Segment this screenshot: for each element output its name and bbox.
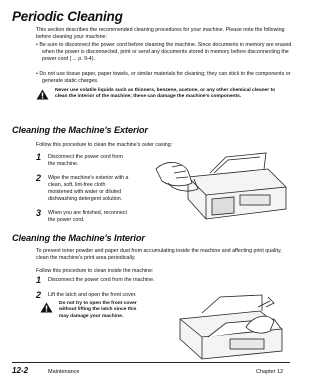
- page-title: Periodic Cleaning: [12, 9, 123, 24]
- step-number: 2: [36, 173, 42, 183]
- step-text: Wipe the machine's exterior with a clean, soft, lint-free cloth moistened with water or diluted dishwashing detergent solution.: [48, 175, 129, 203]
- step-text: Disconnect the power cord from the machine.: [48, 277, 155, 283]
- exterior-step-3: [36, 209, 130, 224]
- warning-icon: [36, 89, 49, 100]
- interior-intro: To prevent toner powder and paper dust from accumulating inside the machine and affecting print quality, clean the machine's print area periodically.: [36, 248, 282, 262]
- exterior-step-1: [36, 153, 126, 168]
- warning-text: Do not try to open the front cover without lifting the latch since this may damage your machine.: [59, 301, 137, 319]
- section-heading-exterior: Cleaning the Machine's Exterior: [12, 125, 148, 135]
- warning-text: Never use volatile liquids such as thinners, benzene, acetone, or any other chemical cleaner to clean the interior of the machine; these can damage the machine's components.: [55, 88, 276, 100]
- exterior-step-2: [36, 174, 130, 203]
- warning-volatile-liquids: [36, 88, 288, 101]
- footer-chapter: Chapter 12: [256, 369, 284, 375]
- intro-paragraph: This section describes the recommended cleaning procedures for your machine. Please note the following before cleaning your machine:: [36, 27, 285, 41]
- front-cover-illustration: [150, 293, 290, 361]
- printer-exterior-illustration: [148, 147, 290, 225]
- bullet-power-cord: • Be sure to disconnect the power cord before cleaning the machine. Since documents in memory are erased when the power is disconnected, print or send any documents stored in memory before disconnecting the power cord (→ p. 9-4).: [36, 42, 292, 63]
- exterior-intro: Follow this procedure to clean the machine's outer casing:: [36, 142, 173, 148]
- interior-step-1: [36, 276, 248, 285]
- step-text: Disconnect the power cord from the machine.: [48, 154, 123, 168]
- interior-intro-2: Follow this procedure to clean inside the machine:: [36, 268, 154, 274]
- step-text: When you are finished, reconnect the power cord.: [48, 210, 127, 224]
- step-text: Lift the latch and open the front cover.: [48, 292, 137, 298]
- warning-front-cover: [40, 301, 140, 320]
- section-heading-interior: Cleaning the Machine's Interior: [12, 233, 145, 243]
- footer-section: Maintenance: [48, 369, 80, 375]
- step-number: 2: [36, 290, 42, 300]
- page-number: 12-2: [12, 366, 29, 375]
- bullet-tissue-paper: • Do not use tissue paper, paper towels, or similar materials for cleaning; they can stick to the components or generate static charges.: [36, 71, 291, 85]
- step-number: 1: [36, 152, 42, 162]
- step-number: 3: [36, 208, 42, 218]
- step-number: 1: [36, 275, 42, 285]
- footer-rule: [12, 362, 290, 363]
- warning-icon: [40, 302, 53, 313]
